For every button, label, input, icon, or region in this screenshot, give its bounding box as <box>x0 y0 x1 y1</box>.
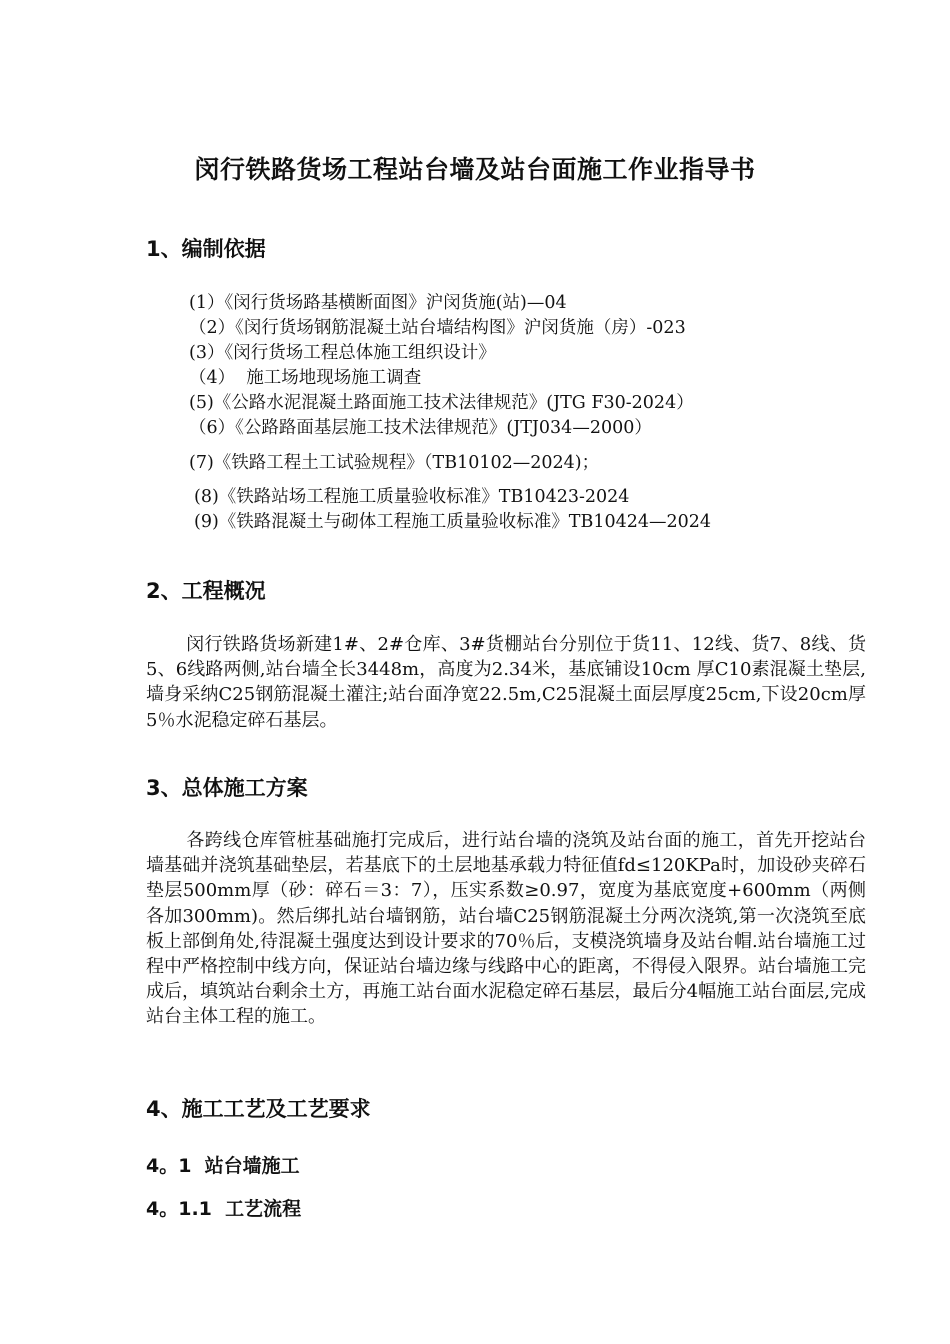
reference-item: (1）《闵行货场路基横断面图》沪闵货施(站)—04 <box>189 293 567 313</box>
reference-item: (3）《闵行货场工程总体施工组织设计》 <box>189 343 496 363</box>
section-heading-overview: 2、工程概况 <box>146 579 266 603</box>
reference-item: (9)《铁路混凝土与砌体工程施工质量验收标准》TB10424—2024 <box>194 512 712 532</box>
document-title: 闵行铁路货场工程站台墙及站台面施工作业指导书 <box>194 155 756 184</box>
reference-item: (8)《铁路站场工程施工质量验收标准》TB10423-2024 <box>194 487 630 507</box>
reference-item: （4） 施工场地现场施工调查 <box>189 368 422 388</box>
plan-text: 各跨线仓库管桩基础施打完成后，进行站台墙的浇筑及站台面的施工，首先开挖站台墙基础并浇筑基础垫层，若基底下的土层地基承载力特征值fd≤120KPa时，加设砂夹碎石垫层500mm厚（砂：碎石＝3：7），压实系数≥0.97，宽度为基底宽度+600mm（两侧各加300mm)。然后绑扎站台墙钢筋，站台墙C25钢筋混凝土分两次浇筑,第一次浇筑至底板上部倒角处,待混凝土强度达到设计要求的70％后，支模浇筑墙身及站台帽.站台墙施工过程中严格控制中线方向，保证站台墙边缘与线路中心的距离，不得侵入限界。站台墙施工完成后，填筑站台剩余土方，再施工站台面水泥稳定碎石基层，最后分4幅施工站台面层,完成站台主体工程的施工。 <box>146 830 866 1028</box>
section-heading-basis: 1、编制依据 <box>146 237 266 261</box>
subsection-heading-platform-wall: 4。1 站台墙施工 <box>146 1155 300 1177</box>
overview-paragraph <box>146 632 866 733</box>
section-heading-plan: 3、总体施工方案 <box>146 776 308 800</box>
reference-item: （6）《公路路面基层施工技术法律规范》(JTJ034—2000） <box>189 418 652 438</box>
subsection-heading-process-flow: 4。1.1 工艺流程 <box>146 1198 302 1220</box>
reference-item: (7)《铁路工程土工试验规程》（TB10102—2024)； <box>189 453 600 473</box>
reference-item: （2）《闵行货场钢筋混凝土站台墙结构图》沪闵货施（房）-023 <box>189 318 686 338</box>
plan-paragraph <box>146 828 866 1030</box>
overview-text: 闵行铁路货场新建1#、2#仓库、3#货棚站台分别位于货11、12线、货7、8线、货5、6线路两侧,站台墙全长3448m，高度为2.34米，基底铺设10cm 厚C10素混凝土垫层,墙身采纳C25钢筋混凝土灌注;站台面净宽22.5m,C25混凝土面层厚度25cm,下设20cm厚5％水泥稳定碎石基层。 <box>146 634 866 731</box>
section-heading-process: 4、施工工艺及工艺要求 <box>146 1097 371 1121</box>
reference-item: (5)《公路水泥混凝土路面施工技术法律规范》(JTG F30-2024） <box>189 393 694 413</box>
